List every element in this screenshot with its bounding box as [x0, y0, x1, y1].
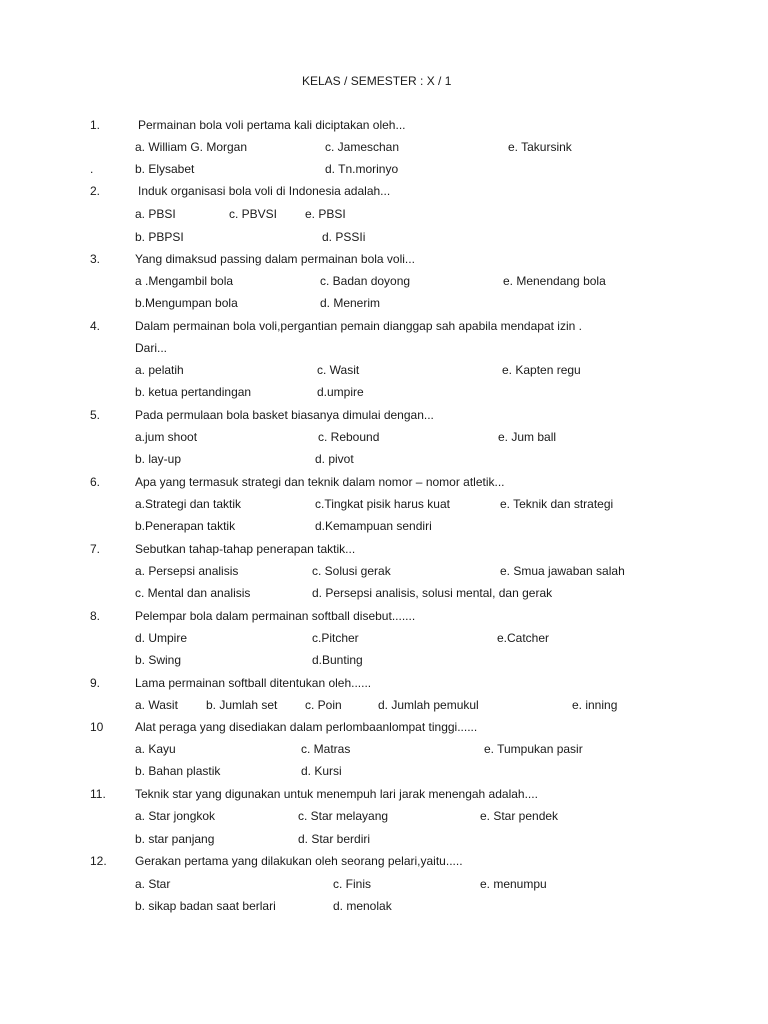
answer-option: c. Poin [305, 698, 342, 712]
answer-option: a.jum shoot [135, 430, 198, 444]
answer-option: b. star panjang [135, 832, 215, 846]
answer-option: d. Persepsi analisis, solusi mental, dan gerak [312, 586, 553, 600]
answer-option: d. Umpire [135, 631, 188, 645]
answer-option: d. Tn.morinyo [325, 162, 399, 176]
question-text: Pelempar bola dalam permainan softball disebut....... [135, 609, 416, 623]
answer-option: d. Kursi [301, 764, 342, 778]
answer-option: b. Jumlah set [206, 698, 278, 712]
answer-option: d.umpire [317, 385, 364, 399]
question-text-continued: Dari... [135, 341, 168, 355]
question-text: Yang dimaksud passing dalam permainan bola voli... [135, 252, 415, 266]
answer-option: e. Jum ball [498, 430, 557, 444]
answer-option: a. William G. Morgan [135, 140, 248, 154]
answer-option: d. Menerim [320, 296, 381, 310]
answer-option: d. Jumlah pemukul [378, 698, 479, 712]
answer-option: b. Swing [135, 653, 182, 667]
answer-option: b.Penerapan taktik [135, 519, 236, 533]
answer-option: d.Bunting [312, 653, 363, 667]
answer-option: c. Solusi gerak [312, 564, 391, 578]
question-text: Pada permulaan bola basket biasanya dimulai dengan... [135, 408, 434, 422]
answer-option: a.Strategi dan taktik [135, 497, 242, 511]
answer-option: c.Tingkat pisik harus kuat [315, 497, 450, 511]
question-number: 7. [90, 542, 101, 556]
question-text: Induk organisasi bola voli di Indonesia adalah... [138, 184, 391, 198]
answer-option: d.Kemampuan sendiri [315, 519, 432, 533]
stray-mark: . [90, 162, 94, 176]
answer-option: e. Menendang bola [503, 274, 606, 288]
question-number: 10 [90, 720, 104, 734]
answer-option: d. Star berdiri [298, 832, 371, 846]
answer-option: c. Finis [333, 877, 372, 891]
question-number: 3. [90, 252, 101, 266]
answer-option: e. inning [572, 698, 618, 712]
answer-option: c. Badan doyong [320, 274, 411, 288]
question-number: 11. [90, 787, 106, 801]
answer-option: d. pivot [315, 452, 354, 466]
answer-option: b. Elysabet [135, 162, 195, 176]
answer-option: b. lay-up [135, 452, 182, 466]
page-title: KELAS / SEMESTER : X / 1 [302, 74, 452, 88]
answer-option: a. pelatih [135, 363, 184, 377]
answer-option: b. sikap badan saat berlari [135, 899, 276, 913]
answer-option: c. Mental dan analisis [135, 586, 251, 600]
answer-option: b. ketua pertandingan [135, 385, 252, 399]
answer-option: c. PBVSI [229, 207, 278, 221]
answer-option: c. Wasit [317, 363, 360, 377]
answer-option: e. Star pendek [480, 809, 559, 823]
answer-option: a .Mengambil bola [135, 274, 234, 288]
question-number: 8. [90, 609, 101, 623]
question-text: Apa yang termasuk strategi dan teknik dalam nomor – nomor atletik... [135, 475, 505, 489]
answer-option: c.Pitcher [312, 631, 359, 645]
answer-option: a. Star jongkok [135, 809, 216, 823]
question-text: Sebutkan tahap-tahap penerapan taktik... [135, 542, 356, 556]
question-number: 1. [90, 118, 101, 132]
question-number: 6. [90, 475, 101, 489]
answer-option: e. Tumpukan pasir [484, 742, 583, 756]
answer-option: b.Mengumpan bola [135, 296, 238, 310]
answer-option: a. Wasit [135, 698, 178, 712]
answer-option: c. Jameschan [325, 140, 400, 154]
question-text: Gerakan pertama yang dilakukan oleh seorang pelari,yaitu..... [135, 854, 463, 868]
question-number: 2. [90, 184, 101, 198]
answer-option: e. Smua jawaban salah [500, 564, 625, 578]
answer-option: d. PSSIi [322, 230, 366, 244]
answer-option: c. Rebound [318, 430, 380, 444]
answer-option: c. Star melayang [298, 809, 389, 823]
answer-option: b. PBPSI [135, 230, 184, 244]
answer-option: e. menumpu [480, 877, 547, 891]
question-number: 4. [90, 319, 101, 333]
question-text: Permainan bola voli pertama kali diciptakan oleh... [138, 118, 406, 132]
answer-option: e. Teknik dan strategi [500, 497, 614, 511]
question-number: 9. [90, 676, 101, 690]
answer-option: a. Persepsi analisis [135, 564, 239, 578]
question-text: Dalam permainan bola voli,pergantian pemain dianggap sah apabila mendapat izin . [135, 319, 582, 333]
question-number: 12. [90, 854, 107, 868]
answer-option: a. PBSI [135, 207, 176, 221]
answer-option: a. Kayu [135, 742, 176, 756]
answer-option: e. PBSI [305, 207, 346, 221]
answer-option: a. Star [135, 877, 171, 891]
question-text: Alat peraga yang disediakan dalam perlombaanlompat tinggi...... [135, 720, 478, 734]
question-text: Teknik star yang digunakan untuk menempuh lari jarak menengah adalah.... [135, 787, 538, 801]
answer-option: e.Catcher [497, 631, 550, 645]
question-text: Lama permainan softball ditentukan oleh...... [135, 676, 372, 690]
answer-option: b. Bahan plastik [135, 764, 221, 778]
answer-option: c. Matras [301, 742, 351, 756]
question-number: 5. [90, 408, 101, 422]
answer-option: d. menolak [333, 899, 392, 913]
answer-option: e. Takursink [508, 140, 572, 154]
answer-option: e. Kapten regu [502, 363, 581, 377]
